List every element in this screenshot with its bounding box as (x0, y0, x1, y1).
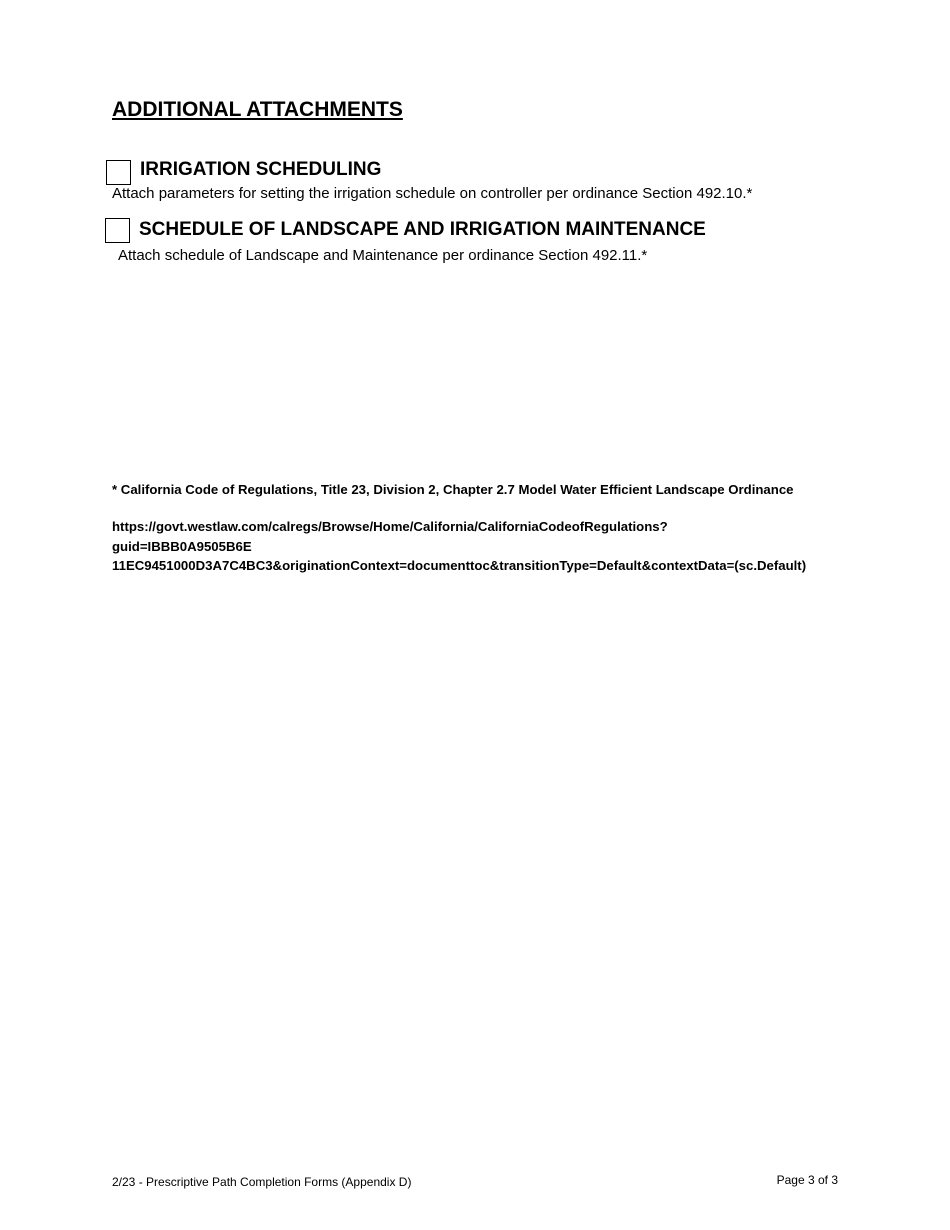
footer-form-label: 2/23 - Prescriptive Path Completion Forms (Appendix D) (112, 1175, 412, 1189)
regulation-url-line-3[interactable]: 11EC9451000D3A7C4BC3&originationContext=documenttoc&transitionType=Default&contextData=(sc.Default) (112, 558, 807, 573)
maintenance-schedule-checkbox[interactable] (105, 218, 130, 243)
irrigation-scheduling-checkbox[interactable] (106, 160, 131, 185)
page-number: Page 3 of 3 (776, 1173, 838, 1187)
maintenance-schedule-heading: SCHEDULE OF LANDSCAPE AND IRRIGATION MAINTENANCE (139, 219, 706, 240)
irrigation-scheduling-heading: IRRIGATION SCHEDULING (140, 159, 382, 180)
regulation-url-line-1[interactable]: https://govt.westlaw.com/calregs/Browse/Home/California/CaliforniaCodeofRegulations? (112, 519, 668, 534)
regulation-url-line-2[interactable]: guid=IBBB0A9505B6E (112, 539, 252, 554)
maintenance-schedule-description: Attach schedule of Landscape and Maintenance per ordinance Section 492.11.* (118, 247, 648, 264)
page-title: ADDITIONAL ATTACHMENTS (112, 98, 403, 121)
irrigation-scheduling-description: Attach parameters for setting the irrigation schedule on controller per ordinance Section 492.10.* (112, 185, 753, 202)
regulation-citation: * California Code of Regulations, Title 23, Division 2, Chapter 2.7 Model Water Efficient Landscape Ordinance (112, 482, 794, 497)
